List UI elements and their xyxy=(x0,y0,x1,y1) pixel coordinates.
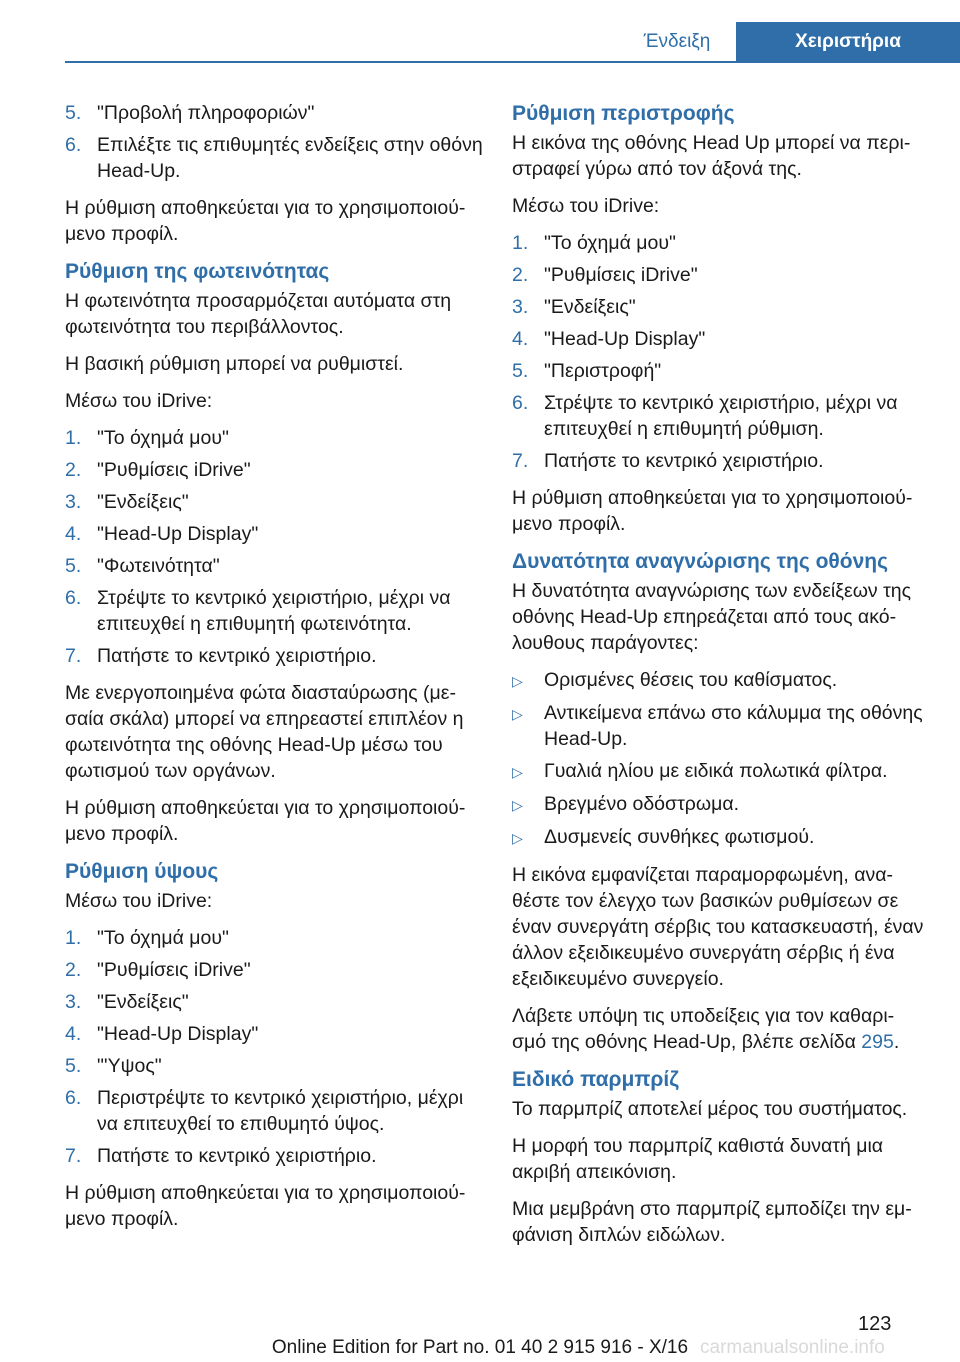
step-text: "Φωτεινότητα" xyxy=(97,555,220,577)
edition-line: Online Edition for Part no. 01 40 2 915 916 - X/16 xyxy=(271,1337,689,1358)
page-header xyxy=(0,0,960,62)
brightness-p1: Η φωτεινότητα προσαρμόζεται αυτόματα στη φωτεινότητα του περιβάλλοντος. xyxy=(65,290,452,338)
triangle-bullet-icon: ▷ xyxy=(512,764,523,780)
rotation-p3: Η ρύθμιση αποθηκεύεται για το χρησιμοποιού‐ μενο προφίλ. xyxy=(512,487,913,535)
windshield-p2: Η μορφή του παρμπρίζ καθιστά δυνατή μια ακριβή απεικόνιση. xyxy=(512,1135,884,1183)
height-heading: Ρύθμιση ύψους xyxy=(65,860,219,883)
step-item xyxy=(65,553,485,579)
step-item xyxy=(65,989,485,1015)
windshield-heading: Ειδικό παρμπρίζ xyxy=(512,1068,679,1091)
step-text: "Head-Up Display" xyxy=(97,523,259,545)
rotation-heading: Ρύθμιση περιστροφής xyxy=(512,102,735,125)
bullet-text: Ορισμένες θέσεις του καθίσματος. xyxy=(544,669,838,691)
visibility-p2: Η εικόνα εμφανίζεται παραμορφωμένη, ανα‐ θέστε τον έλεγχο των βασικών ρυθμίσεων σε έναν συνεργάτη σέρβις του κατασκευαστή, έναν άλλον εξειδικευμένο συνεργάτη σέρβις ή ένα εξειδικευμένο συνεργείο. xyxy=(512,864,924,990)
step-text: "Head-Up Display" xyxy=(97,1023,259,1045)
triangle-bullet-icon: ▷ xyxy=(512,797,523,813)
step-number: 2. xyxy=(65,459,82,481)
step-number: 2. xyxy=(512,264,529,286)
step-number: 5. xyxy=(512,360,529,382)
watermark: carmanualsonline.info xyxy=(700,1337,885,1358)
triangle-bullet-icon: ▷ xyxy=(512,706,523,722)
visibility-p1: Η δυνατότητα αναγνώρισης των ενδείξεων της οθόνης Head-Up επηρεάζεται από τους ακό‐ λουθους παράγοντες: xyxy=(512,580,912,654)
bullet-item xyxy=(512,758,932,785)
step-text: "Το όχημά μου" xyxy=(97,427,229,449)
triangle-bullet-icon: ▷ xyxy=(512,673,523,689)
step-item xyxy=(65,132,485,184)
brightness-heading: Ρύθμιση της φωτεινότητας xyxy=(65,260,330,283)
step-number: 6. xyxy=(512,392,529,414)
step-number: 3. xyxy=(65,991,82,1013)
bullet-text: Βρεγμένο οδόστρωμα. xyxy=(544,793,740,815)
step-number: 6. xyxy=(65,587,82,609)
bullet-text: Γυαλιά ηλίου με ειδικά πολωτικά φίλτρα. xyxy=(544,760,888,782)
height-p2: Η ρύθμιση αποθηκεύεται για το χρησιμοποιού‐ μενο προφίλ. xyxy=(65,1182,466,1230)
step-item xyxy=(65,585,485,637)
step-item xyxy=(65,643,485,669)
step-text: Πατήστε το κεντρικό χειριστήριο. xyxy=(544,450,824,472)
step-number: 7. xyxy=(512,450,529,472)
bullet-text: Δυσμενείς συνθήκες φωτισμού. xyxy=(544,826,815,848)
page-link-295[interactable]: 295 xyxy=(861,1031,894,1053)
step-item xyxy=(512,390,932,442)
step-item xyxy=(512,294,932,320)
left-column xyxy=(65,100,485,1243)
page-number: 123 xyxy=(858,1313,892,1335)
step-text: "Head-Up Display" xyxy=(544,328,706,350)
step-item xyxy=(65,1053,485,1079)
step-text: Επιλέξτε τις επιθυμητές ενδείξεις στην οθόνη Head-Up. xyxy=(97,134,483,182)
step-text: Περιστρέψτε το κεντρικό χειριστήριο, μέχρι να επιτευχθεί το επιθυμητό ύψος. xyxy=(97,1087,464,1135)
step-item xyxy=(65,1143,485,1169)
step-text: "Ρυθμίσεις iDrive" xyxy=(544,264,698,286)
step-number: 5. xyxy=(65,1055,82,1077)
step-item xyxy=(65,925,485,951)
step-number: 1. xyxy=(65,427,82,449)
visibility-heading: Δυνατότητα αναγνώρισης της οθόνης xyxy=(512,550,889,573)
step-number: 3. xyxy=(65,491,82,513)
windshield-p1: Το παρμπρίζ αποτελεί μέρος του συστήματος. xyxy=(512,1098,908,1120)
step-number: 5. xyxy=(65,102,82,124)
step-item xyxy=(65,957,485,983)
right-column xyxy=(512,100,932,1259)
step-text: "Το όχημά μου" xyxy=(97,927,229,949)
step-item xyxy=(512,262,932,288)
step-item xyxy=(65,425,485,451)
visibility-p3-end: . xyxy=(893,1031,900,1053)
rotation-p1: Η εικόνα της οθόνης Head Up μπορεί να περι‐ στραφεί γύρω από τον άξονά της. xyxy=(512,132,911,180)
step-text: "Προβολή πληροφοριών" xyxy=(97,102,315,124)
visibility-p3-text: Λάβετε υπόψη τις υποδείξεις για τον καθαρι‐ σμό της οθόνης Head-Up, βλέπε σελίδα xyxy=(512,1005,895,1053)
step-text: "Ρυθμίσεις iDrive" xyxy=(97,459,251,481)
bullet-text: Αντικείμενα επάνω στο κάλυμμα της οθόνης Head-Up. xyxy=(544,702,923,750)
intro-note: Η ρύθμιση αποθηκεύεται για το χρησιμοποιού‐ μενο προφίλ. xyxy=(65,197,466,245)
step-text: "Ενδείξεις" xyxy=(97,991,189,1013)
step-text: "Ρυθμίσεις iDrive" xyxy=(97,959,251,981)
step-number: 2. xyxy=(65,959,82,981)
tab-display[interactable]: Ένδειξη xyxy=(643,31,711,52)
rotation-steps xyxy=(512,230,932,474)
step-text: "Το όχημά μου" xyxy=(544,232,676,254)
step-number: 4. xyxy=(65,523,82,545)
visibility-bullets xyxy=(512,667,932,851)
step-text: "Περιστροφή" xyxy=(544,360,662,382)
step-item xyxy=(65,100,485,126)
step-number: 1. xyxy=(65,927,82,949)
rotation-p2: Μέσω του iDrive: xyxy=(512,195,660,217)
tab-controls[interactable]: Χειριστήρια xyxy=(736,22,960,62)
step-number: 7. xyxy=(65,645,82,667)
step-number: 1. xyxy=(512,232,529,254)
visibility-p3 xyxy=(512,1003,932,1055)
step-text: Στρέψτε το κεντρικό χειριστήριο, μέχρι να επιτευχθεί η επιθυμητή ρύθμιση. xyxy=(544,392,898,440)
brightness-p5: Η ρύθμιση αποθηκεύεται για το χρησιμοποιού‐ μενο προφίλ. xyxy=(65,797,466,845)
step-text: "Ενδείξεις" xyxy=(97,491,189,513)
brightness-p2: Η βασική ρύθμιση μπορεί να ρυθμιστεί. xyxy=(65,353,404,375)
step-item xyxy=(512,326,932,352)
step-text: "'Υψος" xyxy=(97,1055,162,1077)
bullet-item xyxy=(512,791,932,818)
triangle-bullet-icon: ▷ xyxy=(512,830,523,846)
step-number: 3. xyxy=(512,296,529,318)
step-number: 4. xyxy=(65,1023,82,1045)
height-steps xyxy=(65,925,485,1169)
step-text: Πατήστε το κεντρικό χειριστήριο. xyxy=(97,645,377,667)
step-number: 6. xyxy=(65,134,82,156)
step-text: Πατήστε το κεντρικό χειριστήριο. xyxy=(97,1145,377,1167)
step-item xyxy=(65,1021,485,1047)
step-item xyxy=(512,448,932,474)
step-number: 4. xyxy=(512,328,529,350)
step-item xyxy=(512,358,932,384)
step-item xyxy=(65,521,485,547)
brightness-steps xyxy=(65,425,485,669)
step-text: Στρέψτε το κεντρικό χειριστήριο, μέχρι να επιτευχθεί η επιθυμητή φωτεινότητα. xyxy=(97,587,451,635)
bullet-item xyxy=(512,700,932,752)
bullet-item xyxy=(512,824,932,851)
step-text: "Ενδείξεις" xyxy=(544,296,636,318)
bullet-item xyxy=(512,667,932,694)
step-item xyxy=(65,457,485,483)
height-p1: Μέσω του iDrive: xyxy=(65,890,213,912)
step-number: 5. xyxy=(65,555,82,577)
intro-steps xyxy=(65,100,485,184)
brightness-p4: Με ενεργοποιημένα φώτα διασταύρωσης (με‐ σαία σκάλα) μπορεί να επηρεαστεί επιπλέον η φωτεινότητα της οθόνης Head-Up μέσω του φωτισμού των οργάνων. xyxy=(65,682,464,782)
step-item xyxy=(512,230,932,256)
header-rule xyxy=(65,61,960,63)
step-item xyxy=(65,1085,485,1137)
step-number: 6. xyxy=(65,1087,82,1109)
step-number: 7. xyxy=(65,1145,82,1167)
brightness-p3: Μέσω του iDrive: xyxy=(65,390,213,412)
windshield-p3: Μια μεμβράνη στο παρμπρίζ εμποδίζει την εμ‐ φάνιση διπλών ειδώλων. xyxy=(512,1198,912,1246)
step-item xyxy=(65,489,485,515)
